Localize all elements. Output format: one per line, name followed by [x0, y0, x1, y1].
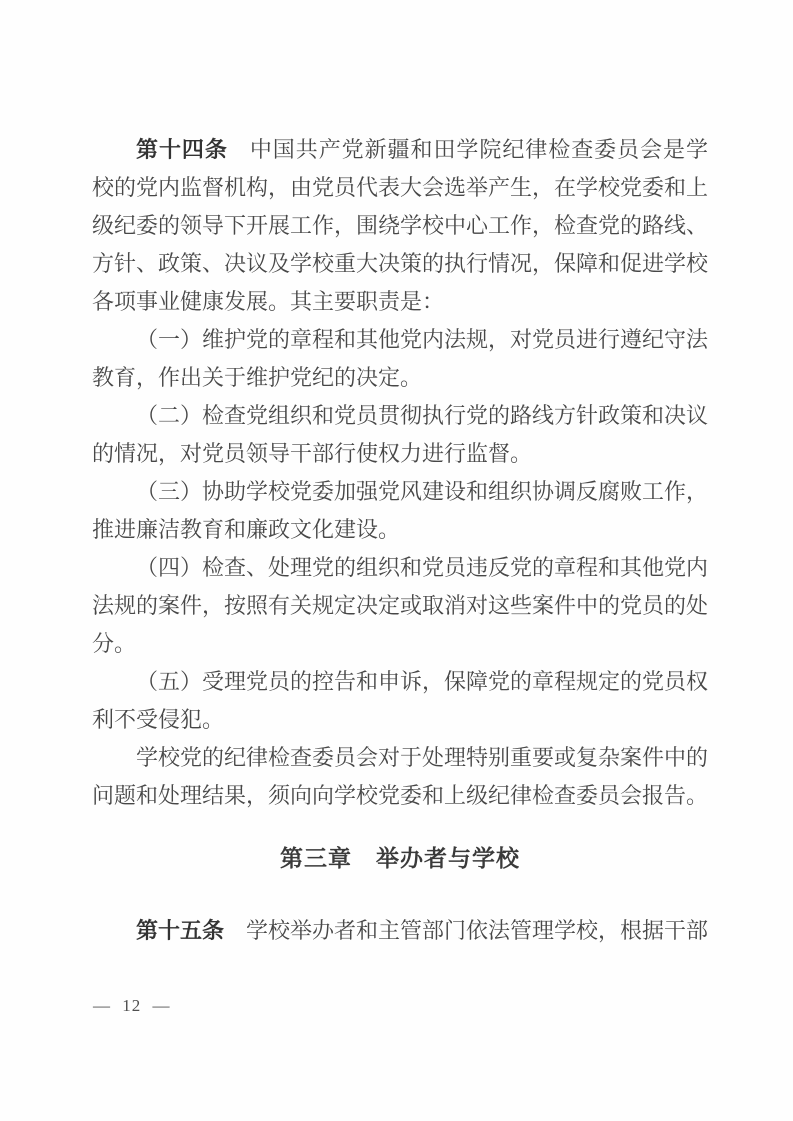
article-number: 第十四条	[136, 137, 228, 162]
text-line: 问题和处理结果，须向向学校党委和上级纪律检查委员会报告。	[92, 783, 709, 808]
text-line: 学校党的纪律检查委员会对于处理特别重要或复杂案件中的	[136, 745, 709, 770]
article-number: 第十五条	[136, 918, 225, 943]
paragraph	[92, 912, 708, 950]
paragraph	[92, 739, 708, 815]
text-line: 法规的案件，按照有关规定决定或取消对这些案件中的党员的处	[92, 593, 709, 618]
text-line: 校的党内监督机构，由党员代表大会选举产生，在学校党委和上	[92, 175, 709, 200]
text-line: （五）受理党员的控告和申诉，保障党的章程规定的党员权	[136, 669, 709, 694]
footer	[93, 995, 171, 1017]
paragraph	[92, 321, 708, 397]
text-line: 分。	[92, 631, 137, 656]
paragraph	[92, 131, 708, 321]
text-line: （二）检查党组织和党员贯彻执行党的路线方针政策和决议	[136, 403, 709, 428]
article-15-section	[92, 912, 708, 950]
text-line: （一）维护党的章程和其他党内法规，对党员进行遵纪守法	[136, 327, 709, 352]
text-line: （三）协助学校党委加强党风建设和组织协调反腐败工作，	[136, 479, 709, 504]
page-number: — 12 —	[93, 996, 171, 1015]
paragraph	[92, 473, 708, 549]
document-body	[92, 0, 708, 950]
paragraph	[92, 397, 708, 473]
text-line: 方针、政策、决议及学校重大决策的执行情况，保障和促进学校	[92, 251, 709, 276]
article-14-section	[92, 131, 708, 815]
text-line: 级纪委的领导下开展工作，围绕学校中心工作，检查党的路线、	[92, 213, 709, 238]
text-line: 利不受侵犯。	[92, 707, 225, 732]
text-line: （四）检查、处理党的组织和党员违反党的章程和其他党内	[136, 555, 709, 580]
paragraph	[92, 663, 708, 739]
text-line: 教育，作出关于维护党纪的决定。	[92, 365, 423, 390]
text-line: 各项事业健康发展。其主要职责是：	[92, 289, 445, 314]
text-line: 推进廉洁教育和廉政文化建设。	[92, 517, 401, 542]
paragraph	[92, 549, 708, 663]
text-line: 的情况，对党员领导干部行使权力进行监督。	[92, 441, 533, 466]
text-line: 第十五条 学校举办者和主管部门依法管理学校，根据干部	[136, 918, 709, 943]
text-line: 第十四条 中国共产党新疆和田学院纪律检查委员会是学	[136, 137, 708, 162]
chapter-heading: 第三章 举办者与学校	[280, 845, 520, 871]
